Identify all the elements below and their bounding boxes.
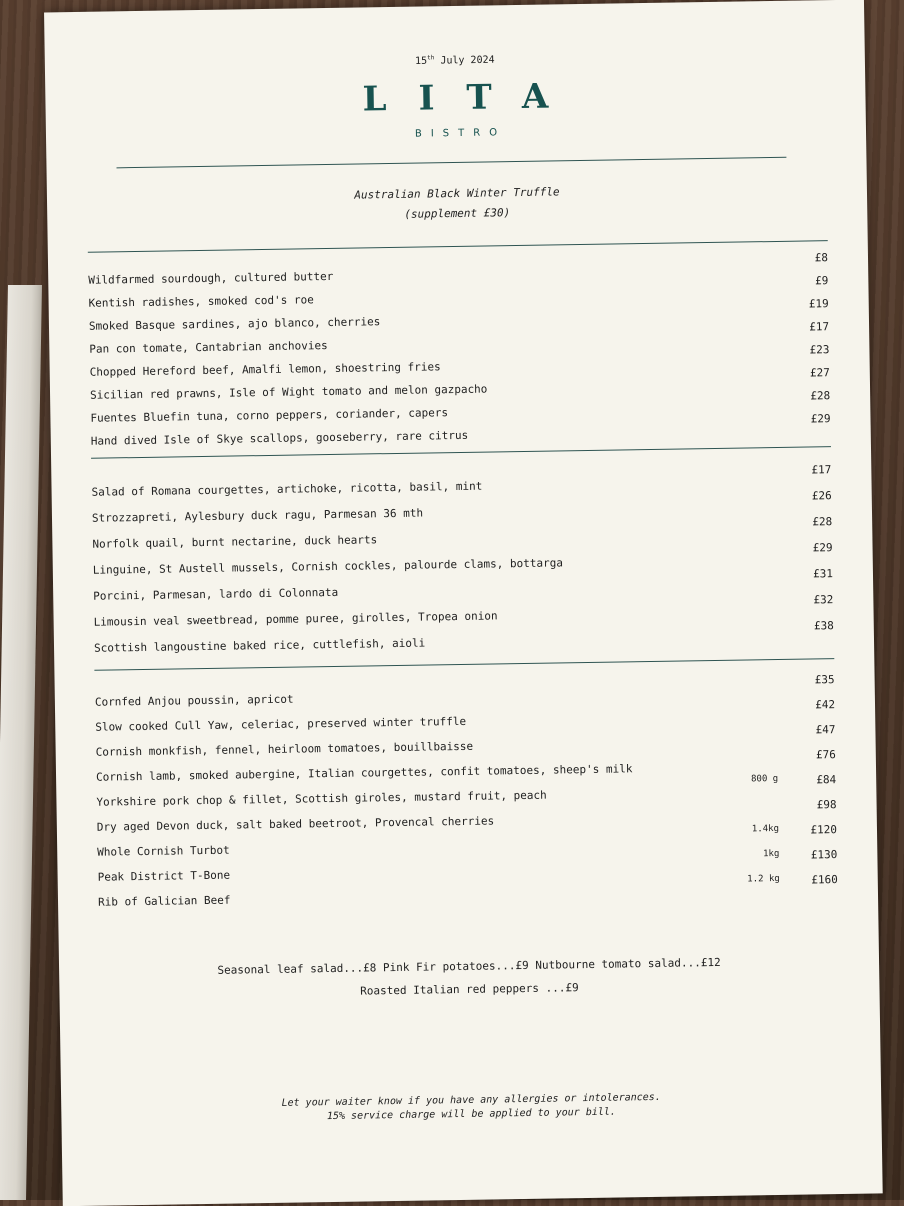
dish-name: Cornish lamb, smoked aubergine, Italian courgettes, confit tomatoes, sheep's milk [95,762,633,784]
dish-name: Hand dived Isle of Skye scallops, gooseberry, rare citrus [90,428,469,448]
dish-name: Kentish radishes, smoked cod's roe [88,293,314,310]
dish-name: Rib of Galician Beef [97,893,231,909]
dish-name: Whole Cornish Turbot [97,843,230,859]
allergy-note: Let your waiter know if you have any allergies or intolerances. [281,1091,661,1109]
dish-name: Salad of Romana courgettes, artichoke, ricotta, basil, mint [91,479,483,499]
dish-name: Chopped Hereford beef, Amalfi lemon, shoestring fries [89,360,441,379]
dish-price: £160 [811,873,838,887]
dish-price: £17 [811,463,832,477]
dish-price: £27 [809,366,830,380]
sides-line-1: Seasonal leaf salad...£8 Pink Fir potatoes...£9 Nutbourne tomato salad...£12 [217,955,721,977]
dish-price: £42 [815,698,836,712]
dish-price: £47 [815,723,836,737]
dish-price: £9 [815,274,829,288]
dish-price: £31 [812,567,834,581]
special-note: (supplement £30) [404,206,511,221]
dish-name: Cornish monkfish, fennel, heirloom tomatoes, bouillbaisse [95,739,474,759]
menu-date: 15th July 2024 [415,54,495,67]
dish-name: Pan con tomate, Cantabrian anchovies [89,339,328,356]
dish-price: £120 [810,823,838,837]
dish-name: Fuentes Bluefin tuna, corno peppers, coriander, capers [90,406,449,425]
dish-weight: 1.2 kg [747,873,780,885]
menu-sheet [44,0,883,1206]
dish-name: Dry aged Devon duck, salt baked beetroot, Provencal cherries [96,814,495,834]
dish-price: £26 [811,489,832,503]
napkin [0,285,42,1200]
dish-name: Yorkshire pork chop & fillet, Scottish giroles, mustard fruit, peach [96,788,547,809]
dish-price: £84 [816,773,837,787]
dish-price: £98 [816,798,837,812]
dish-price: £76 [815,748,836,762]
service-charge-note: 15% service charge will be applied to your bill. [326,1106,616,1123]
dish-weight: 1kg [763,848,780,860]
divider [88,240,828,253]
dish-name: Norfolk quail, burnt nectarine, duck hearts [92,533,378,551]
dish-price: £8 [814,251,829,265]
brand-subtitle: BISTRO [414,127,507,140]
dish-name: Smoked Basque sardines, ajo blanco, cherries [88,315,381,333]
dish-weight: 1.4kg [751,823,780,835]
dish-price: £35 [814,673,835,687]
dish-name: Sicilian red prawns, Isle of Wight tomato and melon gazpacho [89,382,488,402]
dish-name: Porcini, Parmesan, lardo di Colonnata [93,585,339,603]
sides-line-2: Roasted Italian red peppers ...£9 [360,981,579,998]
brand-logo: LITA [362,76,581,120]
divider [116,157,786,169]
dish-name: Scottish langoustine baked rice, cuttlefish, aioli [93,636,426,655]
dish-price: £38 [813,619,834,633]
dish-price: £32 [813,593,834,607]
dish-price: £17 [809,320,830,334]
dish-weight: 800 g [751,774,779,785]
dish-name: Strozzapreti, Aylesbury duck ragu, Parmesan 36 mth [91,506,424,525]
dish-name: Wildfarmed sourdough, cultured butter [88,269,334,287]
dish-name: Peak District T-Bone [97,868,231,884]
dish-price: £28 [810,389,831,403]
dish-name: Linguine, St Austell mussels, Cornish cockles, palourde clams, bottarga [92,556,564,577]
dish-price: £29 [810,412,831,426]
pasta-section [91,463,834,668]
starters-section [88,251,831,458]
dish-price: £19 [808,297,829,311]
dish-name: Slow cooked Cull Yaw, celeriac, preserved winter truffle [95,714,467,734]
dish-name: Cornfed Anjou poussin, apricot [94,692,294,709]
special-title: Australian Black Winter Truffle [354,185,560,202]
dish-price: £29 [812,541,833,555]
dish-price: £28 [812,515,833,529]
dish-price: £23 [809,343,830,357]
dish-name: Limousin veal sweetbread, pomme puree, girolles, Tropea onion [93,609,498,629]
dish-price: £130 [810,848,838,862]
mains-section [94,673,838,921]
